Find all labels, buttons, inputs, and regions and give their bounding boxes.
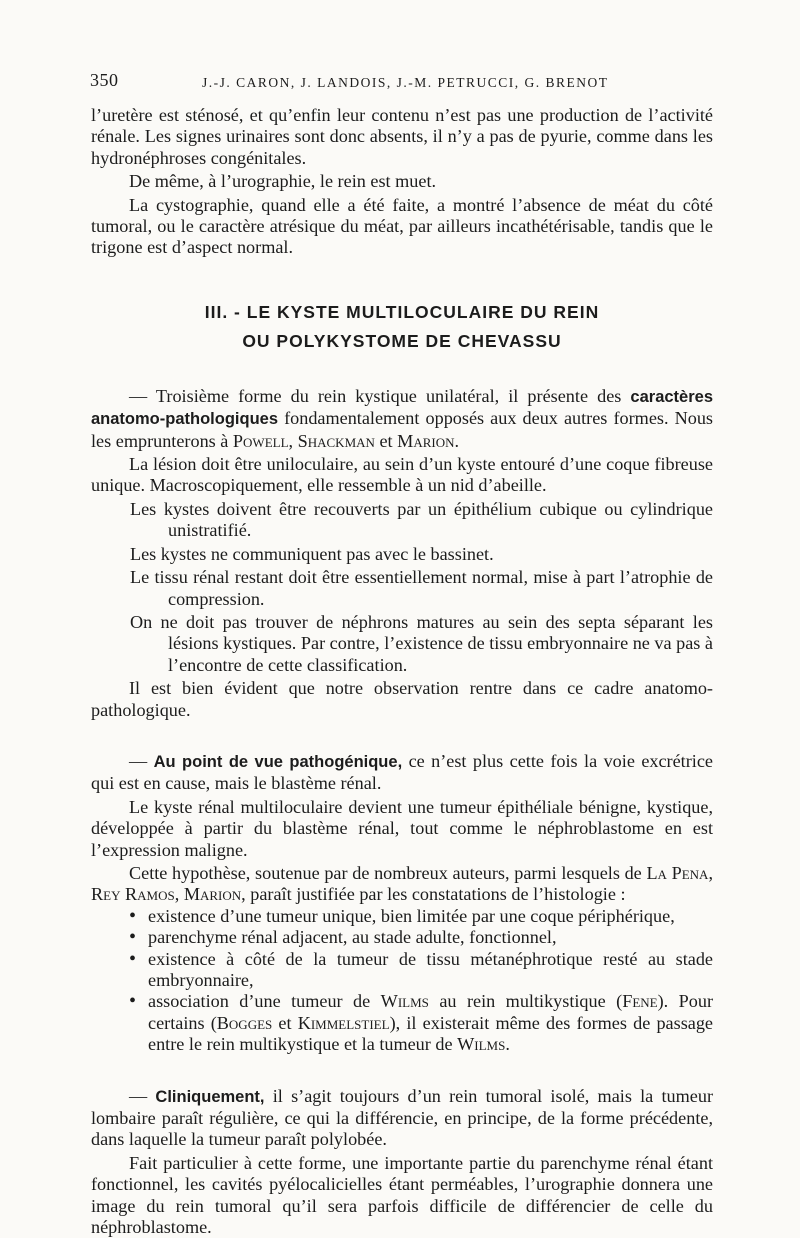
author-name: Marion [183,884,242,905]
list-item: • association d’une tumeur de Wilms au rein multikystique (Fene). Pour certains (Bogges et Kimmelstiel), il existerait même des formes de passage entre le rein multikystique et la tumeur de Wilms. [91,991,713,1055]
paragraph-clinical: — Cliniquement, il s’agit toujours d’un rein tumoral isolé, mais la tumeur lombaire paraît régulière, ce qui la différencie, en principe, de la forme précédente, dans laquelle la tumeur paraît polylobée. [91,1085,714,1150]
bold-term: Au point de vue pathogénique, [153,752,403,771]
list-item: • parenchyme rénal adjacent, au stade adulte, fonctionnel, [91,927,713,948]
body-text [91,105,713,1238]
paragraph-hypothesis: Cette hypothèse, soutenue par de nombreux auteurs, parmi lesquels de La Pena, Rey Ramos, Marion, paraît justifiée par les constatations de l’histologie : [91,862,713,905]
author-name: La Pena [646,862,709,883]
paragraph-cystography: La cystographie, quand elle a été faite, a montré l’absence de méat du côté tumoral, ou le caractère atrésique du méat, par ailleurs incathétérisable, tandis que le trigone est d’aspect normal. [91,194,713,258]
paragraph-urography: De même, à l’urographie, le rein est muet. [129,171,437,192]
section-heading-line2: OU POLYKYSTOME DE CHEVASSU [242,330,562,351]
bold-term: Cliniquement, [155,1087,265,1106]
paragraph-continued: l’uretère est sténosé, et qu’enfin leur contenu n’est pas une production de l’activité rénale. Les signes urinaires sont donc absents, il n’y a pas de pyurie, comme dans les hydronéphroses congénitales. [91,105,713,168]
author-name: Rey Ramos [91,884,175,905]
page-number: 350 [90,70,119,90]
criterion-item: Le tissu rénal restant doit être essentiellement normal, mise à part l’atrophie de compression. [130,567,713,609]
author-name: Marion [397,430,455,451]
paragraph-criteria-conclusion: Il est bien évident que notre observation rentre dans ce cadre anatomo-pathologique. [91,678,713,720]
list-item: • existence à côté de la tumeur de tissu métanéphrotique resté au stade embryonnaire, [91,949,713,992]
bold-term: caractères anatomo-pathologiques [91,387,713,429]
criterion-item: On ne doit pas trouver de néphrons matures au sein des septa séparant les lésions kystiques. Par contre, l’existence de tissu embryonnaire ne va pas à l’encontre de cette classification. [130,611,713,675]
paragraph-final: Fait particulier à cette forme, une importante partie du parenchyme rénal étant fonctionnel, les cavités pyélocalicielles étant perméables, l’urographie donnera une image du rein tumoral qu’il sera parfois difficile de différencier de celle du néphroblastome. [91,1152,713,1238]
author-name: Powell [232,430,289,451]
list-item: • existence d’une tumeur unique, bien limitée par une coque périphérique, [91,906,713,927]
paragraph-criteria-intro: La lésion doit être uniloculaire, au sein d’un kyste entouré d’une coque fibreuse unique. Macroscopiquement, elle ressemble à un nid d’abeille. [91,454,713,496]
histology-list [91,906,713,1056]
paragraph-intro: — Troisième forme du rein kystique unilatéral, il présente des caractères anatomo-pathologiques fondamentalement opposés aux deux autres formes. Nous les emprunterons à Powell, Shackman et Marion. [91,385,713,451]
paragraph-tumor: Le kyste rénal multiloculaire devient une tumeur épithéliale bénigne, kystique, développée à partir du blastème rénal, tout comme le néphroblastome en est l’expression maligne. [91,796,713,860]
section-heading [91,298,713,356]
page-header [90,70,730,92]
section-heading-line1: III. - LE KYSTE MULTILOCULAIRE DU REIN [204,301,600,322]
author-name: Shackman [297,430,375,451]
paragraph-pathogenic: — Au point de vue pathogénique, ce n’est plus cette fois la voie excrétrice qui est en cause, mais le blastème rénal. [91,750,713,794]
running-title: J.-J. CARON, J. LANDOIS, J.-M. PETRUCCI, G. BRENOT [202,75,609,90]
criterion-item: Les kystes ne communiquent pas avec le bassinet. [130,543,494,564]
criterion-item: Les kystes doivent être recouverts par un épithélium cubique ou cylindrique unistratifié. [130,498,713,541]
